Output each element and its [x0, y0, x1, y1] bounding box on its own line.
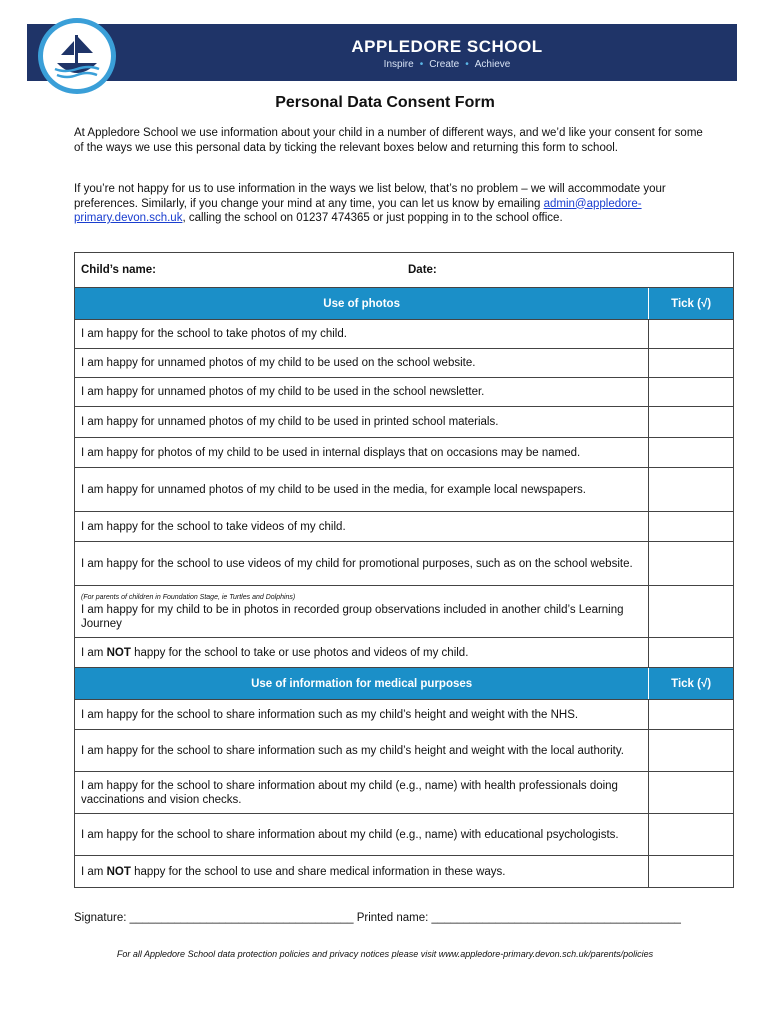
consent-row [75, 348, 733, 377]
signature-label[interactable]: Signature: ___________________________________ [74, 912, 354, 924]
not-happy-prefix: I am [81, 865, 104, 878]
footer-note: For all Appledore School data protection policies and privacy notices please visit www.appledore-primary.devon.sch.uk/parents/policies [116, 949, 654, 959]
school-tagline [27, 59, 737, 70]
consent-row [75, 699, 733, 729]
consent-table [74, 252, 734, 888]
school-crest-logo [38, 18, 116, 94]
consent-text [75, 638, 648, 667]
consent-text [75, 586, 648, 637]
consent-text: I am happy for the school to share information about my child (e.g., name) with health professionals doing vaccinations and vision checks. [81, 779, 618, 806]
intro-text: , calling the school on 01237 474365 or just popping in to the school office. [182, 212, 563, 224]
header-banner [27, 24, 737, 81]
consent-text: I am happy for the school to use videos of my child for promotional purposes, such as on the school website. [81, 557, 633, 570]
consent-row [75, 729, 733, 771]
intro-paragraph-contact [74, 182, 714, 226]
signature-line [74, 912, 681, 924]
tick-box[interactable] [648, 320, 733, 348]
date-label: Date: [408, 264, 437, 276]
consent-row [75, 813, 733, 855]
tick-box[interactable] [648, 438, 733, 467]
intro-paragraph: At Appledore School we use information about your child in a number of different ways, and we’d like your consent for some of the ways we use this personal data by ticking the relevant boxes below and returning this form to school. [74, 127, 703, 154]
tagline-word: Inspire [383, 59, 414, 70]
tick-box[interactable] [648, 542, 733, 585]
tick-box[interactable] [648, 772, 733, 813]
tick-box[interactable] [648, 638, 733, 667]
school-email-link[interactable]: admin@appledore-primary.devon.sch.uk [74, 197, 642, 224]
tick-box[interactable] [648, 349, 733, 377]
tick-box[interactable] [648, 814, 733, 855]
intro-text: If you’re not happy for us to use information in the ways we list below, that’s no problem – we will accommodate your preferences. Similarly, if you change your mind at any time, you can let us know by emailing [74, 183, 666, 210]
consent-text: I am happy for unnamed photos of my child to be used in the school newsletter. [81, 386, 485, 398]
school-name: APPLEDORE SCHOOL [351, 37, 543, 56]
foundation-item: I am happy for my child to be in photos in recorded group observations included in another child’s Learning Journey [81, 603, 624, 630]
consent-row [75, 511, 733, 541]
consent-text [75, 856, 648, 887]
childs-name-label: Child’s name: [81, 264, 156, 276]
consent-row [75, 437, 733, 467]
consent-text: I am happy for unnamed photos of my child to be used in printed school materials. [81, 416, 499, 428]
consent-text: I am happy for the school to take photos of my child. [81, 328, 347, 340]
tick-box[interactable] [648, 700, 733, 729]
foundation-note: (For parents of children in Foundation Stage, ie Turtles and Dolphins) [81, 593, 296, 601]
consent-row [75, 467, 733, 511]
form-title: Personal Data Consent Form [275, 94, 495, 111]
not-happy-prefix: I am [81, 646, 104, 659]
not-happy-suffix: happy for the school to use and share medical information in these ways. [134, 865, 506, 878]
medical-section-header [75, 667, 733, 699]
tick-box[interactable] [648, 378, 733, 406]
child-details-row [75, 253, 733, 287]
tick-heading: Tick (√) [648, 668, 733, 699]
ship-crest-icon [43, 23, 111, 89]
consent-row [75, 541, 733, 585]
consent-text: I am happy for the school to share information such as my child’s height and weight with the NHS. [81, 708, 579, 721]
tagline-separator: • [465, 59, 469, 70]
consent-row-not-happy [75, 855, 733, 887]
tagline-separator: • [419, 59, 424, 70]
consent-row [75, 319, 733, 348]
not-happy-suffix: happy for the school to take or use photos and videos of my child. [134, 646, 469, 659]
consent-row-foundation [75, 585, 733, 637]
not-emphasis: NOT [106, 646, 131, 659]
consent-text: I am happy for unnamed photos of my child to be used in the media, for example local newspapers. [81, 483, 587, 496]
tagline-word: Create [429, 59, 460, 70]
photos-heading: Use of photos [323, 297, 400, 310]
consent-text: I am happy for the school to share information such as my child’s height and weight with the local authority. [81, 744, 624, 757]
consent-row [75, 406, 733, 437]
printed-name-label[interactable]: Printed name: _______________________________________ [356, 912, 681, 924]
tick-box[interactable] [648, 856, 733, 887]
not-emphasis: NOT [106, 865, 131, 878]
consent-row [75, 771, 733, 813]
tick-heading: Tick (√) [648, 288, 733, 319]
medical-heading: Use of information for medical purposes [251, 677, 473, 690]
consent-text: I am happy for unnamed photos of my child to be used on the school website. [81, 357, 476, 369]
consent-text: I am happy for photos of my child to be used in internal displays that on occasions may be named. [81, 446, 581, 459]
tagline-word: Achieve [474, 59, 511, 70]
tick-box[interactable] [648, 407, 733, 437]
consent-text: I am happy for the school to share information about my child (e.g., name) with educational psychologists. [81, 828, 619, 841]
photos-section-header [75, 287, 733, 319]
consent-row-not-happy [75, 637, 733, 667]
tick-box[interactable] [648, 468, 733, 511]
tick-box[interactable] [648, 512, 733, 541]
tick-box[interactable] [648, 730, 733, 771]
tick-box[interactable] [648, 586, 733, 637]
consent-row [75, 377, 733, 406]
consent-text: I am happy for the school to take videos of my child. [81, 520, 346, 533]
